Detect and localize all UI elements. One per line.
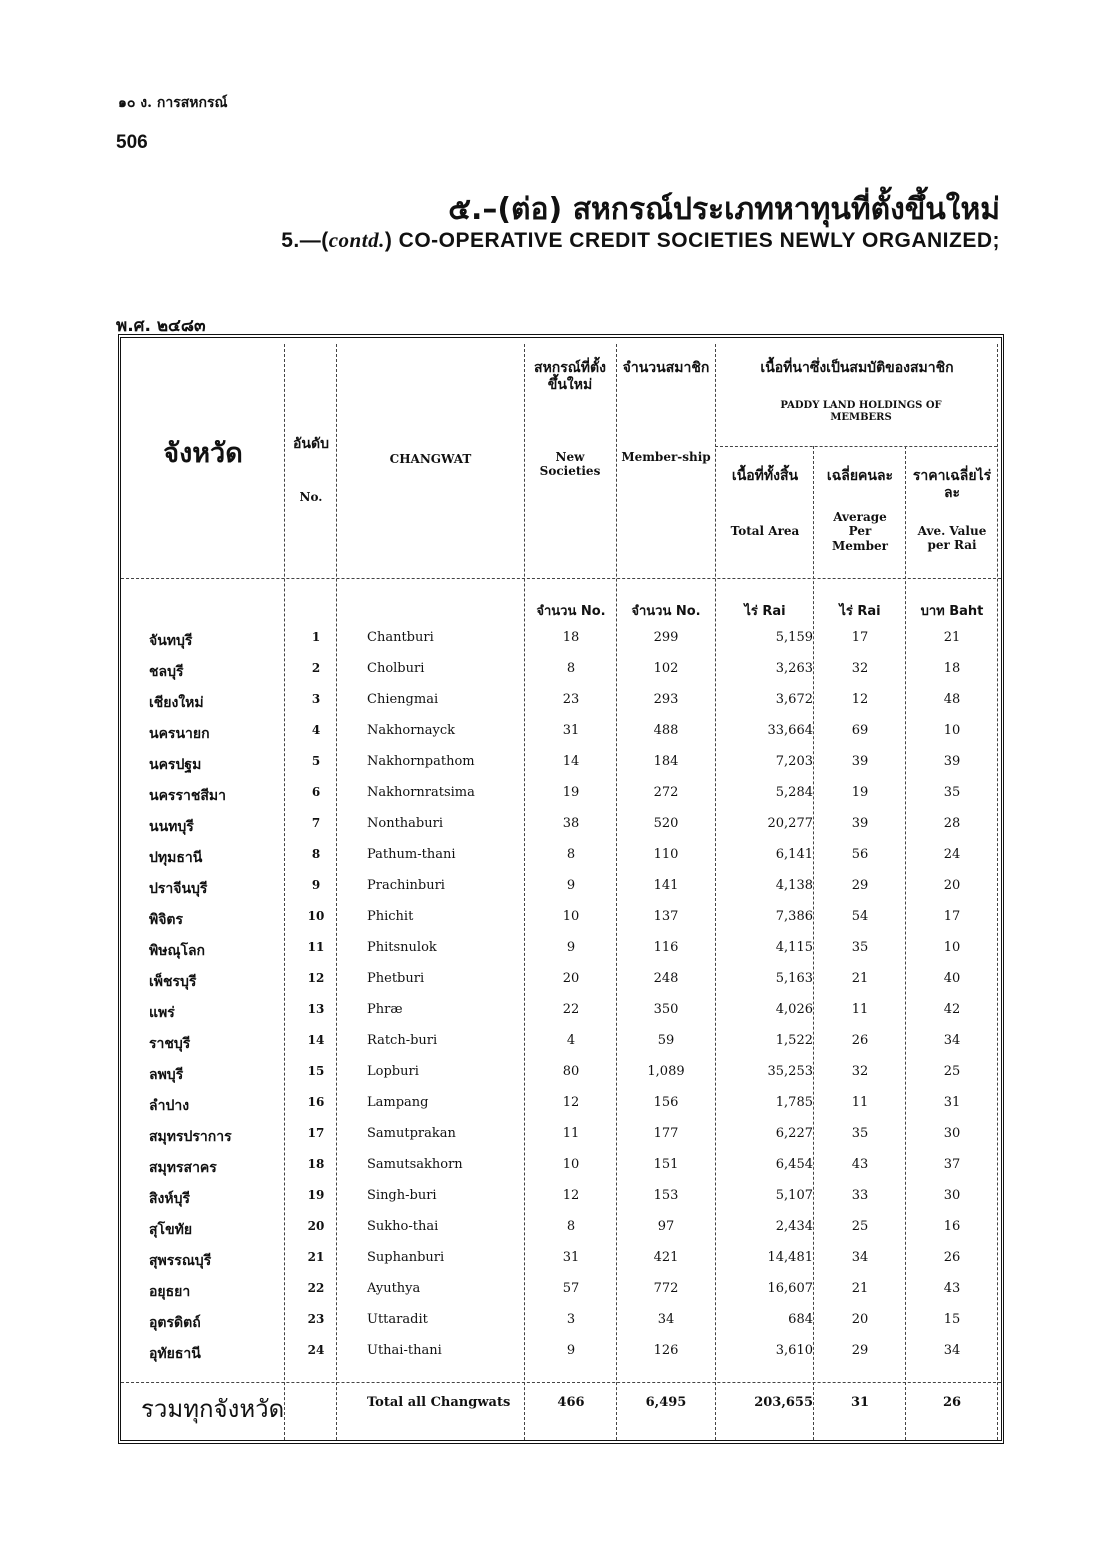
cell-average: 29 <box>851 878 869 893</box>
title-en-rest: ) CO-OPERATIVE CREDIT SOCIETIES NEWLY ORGANIZED; <box>384 229 1000 252</box>
table-row <box>121 1058 1001 1089</box>
cell-membership: 272 <box>653 785 679 800</box>
total-row <box>121 1382 1001 1433</box>
cell-membership: 177 <box>653 1126 679 1141</box>
cell-changwat-en: Suphanburi <box>367 1250 445 1265</box>
total-membership: 6,495 <box>645 1395 687 1410</box>
cell-changwat-thai: ราชบุรี <box>149 1036 191 1052</box>
cell-average: 11 <box>851 1002 869 1017</box>
table-row <box>121 686 1001 717</box>
total-value: 26 <box>942 1395 962 1410</box>
cell-changwat-en: Lopburi <box>367 1064 419 1079</box>
header-divider <box>121 578 1001 579</box>
cell-value-per-rai: 37 <box>943 1157 961 1172</box>
cell-changwat-thai: นครราชสีมา <box>149 788 226 804</box>
cell-average: 43 <box>851 1157 869 1172</box>
cell-changwat-thai: สุพรรณบุรี <box>149 1253 212 1269</box>
total-area: 203,655 <box>754 1395 813 1410</box>
cell-total-area: 6,141 <box>775 847 813 862</box>
cell-changwat-thai: อุตรดิตถ์ <box>149 1315 201 1331</box>
cell-changwat-thai: แพร่ <box>149 1005 175 1021</box>
page-number: 506 <box>116 132 148 153</box>
header-mem-thai: จำนวนสมาชิก <box>622 360 710 376</box>
cell-changwat-thai: นครปฐม <box>149 757 202 773</box>
cell-no: 5 <box>311 754 321 768</box>
cell-changwat-thai: เชียงใหม่ <box>149 695 204 711</box>
cell-changwat-en: Phichit <box>367 909 414 924</box>
cell-membership: 772 <box>653 1281 679 1296</box>
cell-changwat-thai: ปราจีนบุรี <box>149 881 208 897</box>
cell-changwat-en: Nakhornayck <box>367 723 456 738</box>
cell-value-per-rai: 43 <box>943 1281 961 1296</box>
cell-changwat-thai: อยุธยา <box>149 1284 191 1300</box>
cell-new-societies: 10 <box>562 909 580 924</box>
cell-average: 32 <box>851 1064 869 1079</box>
total-new: 466 <box>557 1395 585 1410</box>
cell-new-societies: 80 <box>562 1064 580 1079</box>
cell-total-area: 5,107 <box>775 1188 813 1203</box>
cell-new-societies: 9 <box>566 1343 576 1358</box>
cell-value-per-rai: 35 <box>943 785 961 800</box>
cell-membership: 59 <box>657 1033 675 1048</box>
cell-total-area: 2,434 <box>775 1219 813 1234</box>
cell-changwat-en: Nakhornratsima <box>367 785 475 800</box>
cell-membership: 137 <box>653 909 679 924</box>
cell-average: 11 <box>851 1095 869 1110</box>
table-row <box>121 655 1001 686</box>
cell-membership: 520 <box>653 816 679 831</box>
cell-average: 54 <box>851 909 869 924</box>
cell-membership: 97 <box>657 1219 675 1234</box>
cell-total-area: 1,785 <box>775 1095 813 1110</box>
cell-new-societies: 18 <box>562 630 580 645</box>
cell-average: 39 <box>851 754 869 769</box>
cell-changwat-thai: สมุทรปราการ <box>149 1129 232 1145</box>
cell-membership: 110 <box>653 847 679 862</box>
header-paddy-en: PADDY LAND HOLDINGS OF MEMBERS <box>780 400 942 423</box>
cell-changwat-en: Chiengmai <box>367 692 439 707</box>
cell-value-per-rai: 39 <box>943 754 961 769</box>
cell-average: 35 <box>851 940 869 955</box>
cell-changwat-en: Prachinburi <box>367 878 445 893</box>
table-row <box>121 1151 1001 1182</box>
table-body <box>121 624 1001 1368</box>
table-row <box>121 1027 1001 1058</box>
cell-membership: 299 <box>653 630 679 645</box>
header-divider <box>715 446 997 447</box>
cell-average: 32 <box>851 661 869 676</box>
cell-value-per-rai: 48 <box>943 692 961 707</box>
cell-value-per-rai: 21 <box>943 630 961 645</box>
cell-value-per-rai: 30 <box>943 1126 961 1141</box>
cell-value-per-rai: 26 <box>943 1250 961 1265</box>
header-changwat-en: CHANGWAT <box>389 452 472 466</box>
cell-new-societies: 9 <box>566 940 576 955</box>
cell-changwat-en: Sukho-thai <box>367 1219 439 1234</box>
running-head: ๑๐ ง. การสหกรณ์ <box>118 95 228 111</box>
cell-value-per-rai: 34 <box>943 1343 961 1358</box>
cell-changwat-en: Pathum-thani <box>367 847 456 862</box>
cell-no: 14 <box>307 1033 325 1047</box>
header-area-thai: เนื้อที่ทั้งสิ้น <box>731 468 799 484</box>
cell-total-area: 684 <box>788 1312 813 1327</box>
cell-new-societies: 9 <box>566 878 576 893</box>
cell-no: 6 <box>311 785 321 799</box>
cell-changwat-thai: พิจิตร <box>149 912 184 928</box>
cell-no: 21 <box>307 1250 325 1264</box>
unit-membership: จำนวน No. <box>631 604 701 619</box>
title-thai: ๕.–(ต่อ) สหกรณ์ประเภทหาทุนที่ตั้งขึ้นใหม่ <box>448 192 1000 227</box>
cell-changwat-en: Singh-buri <box>367 1188 437 1203</box>
cell-changwat-thai: อุทัยธานี <box>149 1346 201 1362</box>
table-row <box>121 872 1001 903</box>
cell-membership: 34 <box>657 1312 675 1327</box>
cell-value-per-rai: 24 <box>943 847 961 862</box>
cell-total-area: 1,522 <box>775 1033 813 1048</box>
cell-changwat-en: Nonthaburi <box>367 816 443 831</box>
cell-average: 17 <box>851 630 869 645</box>
header-val-thai: ราคาเฉลี่ยไร่ละ <box>912 468 992 501</box>
cell-changwat-thai: สมุทรสาคร <box>149 1160 217 1176</box>
cell-no: 11 <box>307 940 325 954</box>
table-row <box>121 841 1001 872</box>
table-row <box>121 903 1001 934</box>
cell-membership: 184 <box>653 754 679 769</box>
cell-value-per-rai: 31 <box>943 1095 961 1110</box>
total-average: 31 <box>850 1395 870 1410</box>
cell-average: 69 <box>851 723 869 738</box>
header-changwat-thai: จังหวัด <box>163 438 243 469</box>
cell-membership: 350 <box>653 1002 679 1017</box>
cell-changwat-en: Phetburi <box>367 971 425 986</box>
cell-no: 20 <box>307 1219 325 1233</box>
table-row <box>121 934 1001 965</box>
cell-membership: 156 <box>653 1095 679 1110</box>
cell-value-per-rai: 30 <box>943 1188 961 1203</box>
cell-new-societies: 14 <box>562 754 580 769</box>
unit-average: ไร่ Rai <box>839 604 881 619</box>
total-thai-label: รวมทุกจังหวัด <box>141 1395 285 1423</box>
cell-changwat-thai: นครนายก <box>149 726 210 742</box>
cell-new-societies: 57 <box>562 1281 580 1296</box>
cell-changwat-en: Lampang <box>367 1095 429 1110</box>
cell-new-societies: 12 <box>562 1095 580 1110</box>
cell-changwat-en: Samutsakhorn <box>367 1157 463 1172</box>
cell-average: 29 <box>851 1343 869 1358</box>
cell-new-societies: 8 <box>566 1219 576 1234</box>
table-row <box>121 717 1001 748</box>
cell-average: 12 <box>851 692 869 707</box>
cell-no: 7 <box>311 816 321 830</box>
cell-changwat-thai: ชลบุรี <box>149 664 184 680</box>
cell-no: 4 <box>311 723 321 737</box>
cell-membership: 421 <box>653 1250 679 1265</box>
cell-no: 23 <box>307 1312 325 1326</box>
cell-total-area: 5,159 <box>775 630 813 645</box>
header-new-thai: สหกรณ์ที่ตั้งขึ้นใหม่ <box>534 360 606 393</box>
cell-membership: 102 <box>653 661 679 676</box>
cell-new-societies: 31 <box>562 723 580 738</box>
cell-total-area: 35,253 <box>767 1064 813 1079</box>
cell-new-societies: 20 <box>562 971 580 986</box>
cell-total-area: 5,284 <box>775 785 813 800</box>
cell-new-societies: 10 <box>562 1157 580 1172</box>
unit-new: จำนวน No. <box>536 604 606 619</box>
table-row <box>121 810 1001 841</box>
cell-changwat-en: Samutprakan <box>367 1126 456 1141</box>
cell-changwat-en: Chantburi <box>367 630 434 645</box>
cell-value-per-rai: 28 <box>943 816 961 831</box>
cell-average: 56 <box>851 847 869 862</box>
cell-changwat-thai: สุโขทัย <box>149 1222 193 1238</box>
cell-changwat-en: Phitsnulok <box>367 940 437 955</box>
cell-changwat-en: Phræ <box>367 1002 403 1017</box>
cell-total-area: 14,481 <box>767 1250 813 1265</box>
table-row <box>121 1120 1001 1151</box>
cell-new-societies: 4 <box>566 1033 576 1048</box>
cell-average: 21 <box>851 1281 869 1296</box>
cell-average: 39 <box>851 816 869 831</box>
cell-average: 35 <box>851 1126 869 1141</box>
cell-total-area: 4,115 <box>775 940 813 955</box>
cell-value-per-rai: 15 <box>943 1312 961 1327</box>
cell-new-societies: 11 <box>562 1126 580 1141</box>
cell-total-area: 3,672 <box>775 692 813 707</box>
cell-value-per-rai: 18 <box>943 661 961 676</box>
cell-no: 22 <box>307 1281 325 1295</box>
cell-value-per-rai: 10 <box>943 940 961 955</box>
total-en-label: Total all Changwats <box>367 1395 511 1410</box>
cell-total-area: 6,454 <box>775 1157 813 1172</box>
cell-average: 20 <box>851 1312 869 1327</box>
cell-no: 17 <box>307 1126 325 1140</box>
cell-new-societies: 12 <box>562 1188 580 1203</box>
cell-average: 33 <box>851 1188 869 1203</box>
cell-total-area: 33,664 <box>767 723 813 738</box>
cell-changwat-en: Ratch-buri <box>367 1033 438 1048</box>
cell-no: 2 <box>311 661 321 675</box>
cell-new-societies: 31 <box>562 1250 580 1265</box>
cell-value-per-rai: 16 <box>943 1219 961 1234</box>
cell-membership: 293 <box>653 692 679 707</box>
cell-no: 9 <box>311 878 321 892</box>
cell-no: 19 <box>307 1188 325 1202</box>
cell-no: 18 <box>307 1157 325 1171</box>
cell-changwat-thai: นนทบุรี <box>149 819 194 835</box>
cell-value-per-rai: 34 <box>943 1033 961 1048</box>
cell-changwat-en: Uttaradit <box>367 1312 428 1327</box>
cell-average: 34 <box>851 1250 869 1265</box>
cell-total-area: 7,386 <box>775 909 813 924</box>
table-row <box>121 996 1001 1027</box>
cell-changwat-en: Ayuthya <box>367 1281 421 1296</box>
cell-average: 21 <box>851 971 869 986</box>
table-row <box>121 1244 1001 1275</box>
cell-changwat-thai: พิษณุโลก <box>149 943 206 959</box>
header-paddy-thai: เนื้อที่นาซึ่งเป็นสมบัติของสมาชิก <box>760 360 954 376</box>
cell-new-societies: 8 <box>566 847 576 862</box>
statistics-table <box>118 334 1004 1444</box>
header-no-thai: อันดับ <box>293 436 329 452</box>
table-row <box>121 1275 1001 1306</box>
cell-average: 19 <box>851 785 869 800</box>
header-val-en: Ave. Value per Rai <box>917 524 987 553</box>
cell-no: 3 <box>311 692 321 706</box>
cell-value-per-rai: 20 <box>943 878 961 893</box>
cell-total-area: 4,026 <box>775 1002 813 1017</box>
cell-changwat-thai: ลพบุรี <box>149 1067 184 1083</box>
cell-membership: 1,089 <box>647 1064 685 1079</box>
cell-changwat-thai: จันทบุรี <box>149 633 193 649</box>
cell-average: 25 <box>851 1219 869 1234</box>
cell-new-societies: 22 <box>562 1002 580 1017</box>
cell-total-area: 3,610 <box>775 1343 813 1358</box>
table-row <box>121 748 1001 779</box>
header-new-en: New Societies <box>539 450 601 479</box>
cell-changwat-thai: ลำปาง <box>149 1098 190 1114</box>
cell-changwat-en: Uthai-thani <box>367 1343 442 1358</box>
table-row <box>121 1089 1001 1120</box>
cell-value-per-rai: 17 <box>943 909 961 924</box>
cell-value-per-rai: 40 <box>943 971 961 986</box>
cell-total-area: 4,138 <box>775 878 813 893</box>
cell-new-societies: 38 <box>562 816 580 831</box>
cell-changwat-thai: สิงห์บุรี <box>149 1191 191 1207</box>
year-label: พ.ศ. ๒๔๘๓ <box>116 316 206 336</box>
cell-membership: 126 <box>653 1343 679 1358</box>
cell-value-per-rai: 10 <box>943 723 961 738</box>
table-row <box>121 624 1001 655</box>
header-no-en: No. <box>299 490 323 504</box>
cell-membership: 248 <box>653 971 679 986</box>
cell-changwat-en: Nakhornpathom <box>367 754 475 769</box>
cell-no: 10 <box>307 909 325 923</box>
cell-value-per-rai: 42 <box>943 1002 961 1017</box>
cell-changwat-en: Cholburi <box>367 661 425 676</box>
cell-membership: 151 <box>653 1157 679 1172</box>
cell-average: 26 <box>851 1033 869 1048</box>
cell-no: 15 <box>307 1064 325 1078</box>
table-row <box>121 1182 1001 1213</box>
unit-area: ไร่ Rai <box>744 604 786 619</box>
cell-changwat-thai: เพ็ชรบุรี <box>149 974 197 990</box>
cell-no: 16 <box>307 1095 325 1109</box>
table-row <box>121 779 1001 810</box>
table-row <box>121 1306 1001 1337</box>
cell-total-area: 20,277 <box>767 816 813 831</box>
cell-membership: 153 <box>653 1188 679 1203</box>
cell-changwat-thai: ปทุมธานี <box>149 850 203 866</box>
table-row <box>121 1213 1001 1244</box>
header-area-en: Total Area <box>730 524 800 538</box>
unit-value: บาท Baht <box>920 604 984 619</box>
cell-total-area: 7,203 <box>775 754 813 769</box>
cell-no: 1 <box>311 630 321 644</box>
header-mem-en: Member-ship <box>621 450 711 464</box>
cell-value-per-rai: 25 <box>943 1064 961 1079</box>
cell-total-area: 6,227 <box>775 1126 813 1141</box>
cell-new-societies: 8 <box>566 661 576 676</box>
cell-no: 13 <box>307 1002 325 1016</box>
cell-new-societies: 19 <box>562 785 580 800</box>
cell-no: 8 <box>311 847 321 861</box>
cell-total-area: 5,163 <box>775 971 813 986</box>
cell-new-societies: 23 <box>562 692 580 707</box>
table-row <box>121 965 1001 996</box>
header-avg-en: Average Per Member <box>832 510 888 553</box>
cell-new-societies: 3 <box>566 1312 576 1327</box>
cell-no: 12 <box>307 971 325 985</box>
title-en-prefix: 5.—( <box>281 229 329 252</box>
cell-membership: 116 <box>653 940 679 955</box>
cell-membership: 141 <box>653 878 679 893</box>
cell-membership: 488 <box>653 723 679 738</box>
title-en-contd: contd. <box>328 228 385 252</box>
cell-total-area: 3,263 <box>775 661 813 676</box>
cell-total-area: 16,607 <box>767 1281 813 1296</box>
table-row <box>121 1337 1001 1368</box>
title-english <box>281 228 1000 253</box>
cell-no: 24 <box>307 1343 325 1357</box>
header-avg-thai: เฉลี่ยคนละ <box>826 468 894 484</box>
